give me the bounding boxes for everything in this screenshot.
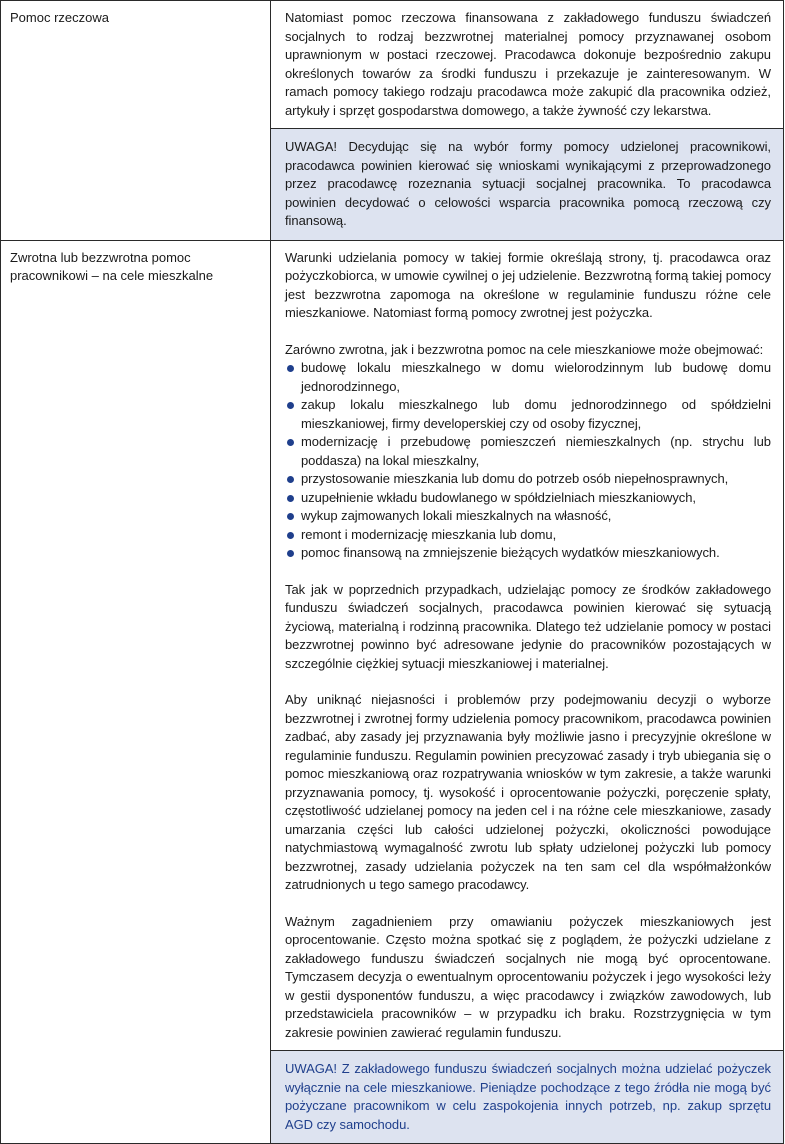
paragraph: Natomiast pomoc rzeczowa finansowana z zakładowego funduszu świadczeń socjalnych to rodzaj bezzwrotnej materialnej pomocy przyznawanej osobom uprawnionym w postaci rzeczowej. Pracodawca dokonuje bezpośrednio zakupu określonych towarów za środki funduszu i przekazuje je zainteresowanym. W ramach pomocy takiego rodzaju pracodawca może zakupić dla pracownika odzież, artykuły i sprzęt gospodarstwa domowego, a także żywność czy lekarstwa. bbox=[285, 9, 771, 120]
bullet-list bbox=[285, 359, 771, 563]
content-cell bbox=[271, 241, 783, 1051]
bullet-icon bbox=[287, 365, 294, 372]
bullet-icon bbox=[287, 513, 294, 520]
row-content bbox=[271, 241, 783, 1144]
bullet-icon bbox=[287, 402, 294, 409]
table-row-pomoc-mieszkaniowa bbox=[1, 241, 783, 1144]
list-item bbox=[285, 526, 771, 545]
content-cell bbox=[271, 1, 783, 128]
list-intro: Zarówno zwrotna, jak i bezzwrotna pomoc na cele mieszkaniowe może obejmować: bbox=[285, 341, 771, 360]
list-item bbox=[285, 396, 771, 433]
warning-note: UWAGA! Decydując się na wybór formy pomocy udzielonej pracownikowi, pracodawca powinien kierować się wnioskami wynikającymi z przeprowadzonego przez pracodawcę rozeznania sytuacji socjalnej pracownika. To pracodawca powinien decydować o celowości wsparcia pracownika pomocą rzeczową czy finansową. bbox=[271, 128, 783, 240]
bullet-icon bbox=[287, 495, 294, 502]
warning-note: UWAGA! Z zakładowego funduszu świadczeń socjalnych można udzielać pożyczek wyłącznie na cele mieszkaniowe. Pieniądze pochodzące z tego źródła nie mogą być pożyczane pracownikom w celu zaspokojenia innych potrzeb, np. zakup sprzętu AGD czy samochodu. bbox=[271, 1050, 783, 1143]
list-item bbox=[285, 489, 771, 508]
table-row-pomoc-rzeczowa bbox=[1, 1, 783, 241]
list-item bbox=[285, 507, 771, 526]
paragraph: Ważnym zagadnieniem przy omawianiu pożyczek mieszkaniowych jest oprocentowanie. Często można spotkać się z poglądem, że pożyczki udzielane z zakładowego funduszu świadczeń socjalnych nie mogą być oprocentowane. Tymczasem decyzja o ewentualnym oprocentowaniu pożyczek i jego wysokości leży w gestii dysponentów funduszu, a więc pracodawcy i związków zawodowych, lub przedstawiciela pracowników – w przypadku ich braku. Rozstrzygnięcia w tym zakresie powinien zawierać regulamin funduszu. bbox=[285, 913, 771, 1043]
row-label: Zwrotna lub bezzwrotna pomoc pracownikowi – na cele mieszkalne bbox=[1, 241, 271, 1144]
list-item bbox=[285, 544, 771, 563]
list-item-text: budowę lokalu mieszkalnego w domu wielorodzinnym lub budowę domu jednorodzinnego, bbox=[301, 360, 771, 394]
list-item bbox=[285, 359, 771, 396]
list-item-text: zakup lokalu mieszkalnego lub domu jednorodzinnego od spółdzielni mieszkaniowej, firmy developerskiej czy od osoby fizycznej, bbox=[301, 397, 771, 431]
paragraph: Warunki udzielania pomocy w takiej formie określają strony, tj. pracodawca oraz pożyczkobiorca, w umowie cywilnej o jej udzielenie. Bezzwrotną formą takiej pomocy jest bezzwrotna zapomoga na określone w regulaminie funduszu różne cele mieszkaniowe. Natomiast formą pomocy zwrotnej jest pożyczka. bbox=[285, 249, 771, 323]
bullet-icon bbox=[287, 550, 294, 557]
list-item bbox=[285, 433, 771, 470]
list-item-text: modernizację i przebudowę pomieszczeń niemieszkalnych (np. strychu lub poddasza) na lokal mieszkalny, bbox=[301, 434, 771, 468]
list-item-text: remont i modernizację mieszkania lub domu, bbox=[301, 527, 556, 542]
paragraph: Aby uniknąć niejasności i problemów przy podejmowaniu decyzji o wyborze bezzwrotnej i zwrotnej formy udzielenia pomocy pracownikom, pracodawca powinien zadbać, aby zasady jej przyznawania były możliwie jasno i precyzyjnie określone w regulaminie funduszu. Regulamin powinien precyzować zasady i tryb ubiegania się o pomoc mieszkaniową oraz rozpatrywania wniosków w tym zakresie, a także warunki przyznawania pomocy, tj. wysokość i oprocentowanie pożyczki, poręczenie spłaty, częstotliwość udzielanej pomocy na jeden cel i na różne cele mieszkaniowe, zasady umarzania części lub całości udzielonej pożyczki, okoliczności powodujące natychmiastową wymagalność zwrotu lub spłaty udzielonej pożyczki lub pomocy bezzwrotnej, zasady udzielania pożyczek na ten sam cel dla współmałżonków zatrudnionych u tego samego pracodawcy. bbox=[285, 691, 771, 895]
list-item-text: przystosowanie mieszkania lub domu do potrzeb osób niepełnosprawnych, bbox=[301, 471, 728, 486]
list-item-text: wykup zajmowanych lokali mieszkalnych na własność, bbox=[301, 508, 611, 523]
bullet-icon bbox=[287, 476, 294, 483]
bullet-icon bbox=[287, 532, 294, 539]
paragraph: Tak jak w poprzednich przypadkach, udzielając pomocy ze środków zakładowego funduszu świadczeń socjalnych, pracodawca powinien kierować się sytuacją życiową, materialną i rodzinną pracownika. Dlatego też udzielanie pomocy w postaci bezzwrotnej powinno być adresowane jedynie do pracowników pozostających w szczególnie ciężkiej sytuacji mieszkaniowej i materialnej. bbox=[285, 581, 771, 674]
row-content bbox=[271, 1, 783, 240]
row-label: Pomoc rzeczowa bbox=[1, 1, 271, 240]
bullet-icon bbox=[287, 439, 294, 446]
list-item-text: uzupełnienie wkładu budowlanego w spółdzielniach mieszkaniowych, bbox=[301, 490, 696, 505]
list-item bbox=[285, 470, 771, 489]
list-item-text: pomoc finansową na zmniejszenie bieżących wydatków mieszkaniowych. bbox=[301, 545, 720, 560]
